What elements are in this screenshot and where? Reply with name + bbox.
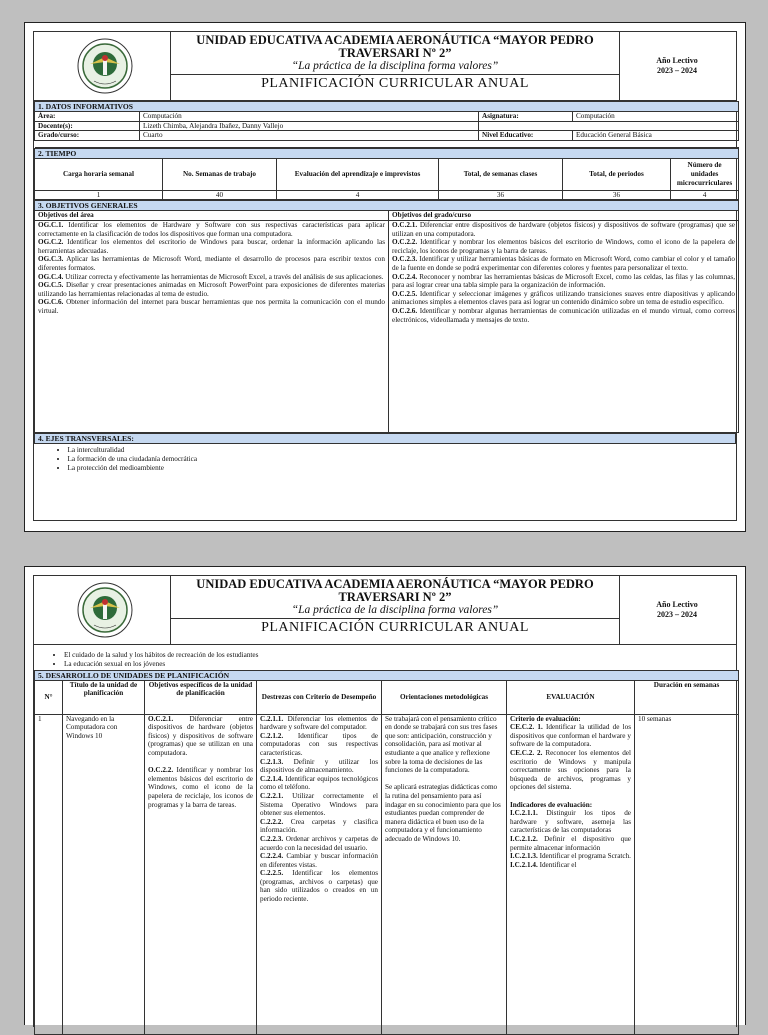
- school-logo: [40, 36, 170, 96]
- header-title-block: [170, 576, 620, 644]
- unidad-orientaciones: Se trabajará con el pensamiento crítico en donde se trabajará con sus tres fases que son: anticipación, construcción y consolidación, para así motivar al estudiante a que analice y reflexione sobre la toma de decisiones de las funciones de la computadora. Se aplicará estrategias didácticas como la rutina del pensamiento para así indagar en su conocimiento para que los estudiantes puedan comprender de manera didáctica el buen uso de la computadora y el funcionamiento adecuado de Windows 10.: [382, 714, 507, 1034]
- document-title: PLANIFICACIÓN CURRICULAR ANUAL: [171, 618, 619, 635]
- grado-value: Cuarto: [140, 131, 479, 141]
- tiempo-header: Carga horaria semanal: [35, 158, 163, 190]
- tiempo-header: Evaluación del aprendizaje e imprevistos: [277, 158, 439, 190]
- page-2-frame: [33, 575, 737, 1027]
- tiempo-value: 4: [671, 190, 739, 200]
- school-name: UNIDAD EDUCATIVA ACADEMIA AERONÁUTICA “MAYOR PEDRO TRAVERSARI Nº 2”: [196, 33, 594, 60]
- objetivo-grado-item: O.C.2.4. Reconocer y nombrar las herramientas básicas de Microsoft Excel, como las celdas, las filas y las columnas, para así lograr crear una tabla simple para la organización de información.: [392, 272, 735, 290]
- eje-item: • La protección del medioambiente: [68, 464, 733, 473]
- unidad-number: 1: [35, 714, 63, 1034]
- ejes-continued: [34, 645, 736, 670]
- ejes-table: [34, 433, 736, 472]
- objetivo-area-item: OG.C.6. Obtener información del internet para buscar herramientas que nos permita la comunicación con el mundo virtual.: [38, 298, 385, 315]
- academy-seal-icon: [70, 37, 140, 95]
- section-objetivos-title: 3. OBJETIVOS GENERALES: [35, 201, 739, 211]
- unidades-header: N°: [35, 680, 63, 714]
- header-title-block: [170, 32, 620, 100]
- objetivos-area-list: [35, 220, 389, 432]
- unidades-header: Objetivos específicos de la unidad de planificación: [145, 680, 257, 714]
- table-row: [35, 714, 739, 1034]
- eje-item: • La formación de una ciudadanía democrática: [68, 455, 733, 464]
- tiempo-header: No. Semanas de trabajo: [163, 158, 277, 190]
- school-motto: “La práctica de la disciplina forma valores”: [291, 604, 499, 616]
- page-1-frame: [33, 31, 737, 521]
- school-logo: [40, 580, 170, 640]
- unidades-header: Título de la unidad de planificación: [63, 680, 145, 714]
- objetivo-area-item: OG.C.1. Identificar los elementos de Hardware y Software con sus respectivas características para aplicar correctamente en la clasificación de todos los dispositivos que forman una computadora.: [38, 220, 385, 238]
- ejes-list: [38, 446, 733, 472]
- grado-label: Grado/curso:: [35, 131, 140, 141]
- objetivo-area-item: OG.C.2. Identificar los elementos del escritorio de Windows para buscar, ordenar la información aplicando las herramientas adecuadas.: [38, 238, 385, 255]
- year-value: 2023 – 2024: [657, 66, 697, 75]
- area-label: Área:: [35, 112, 140, 122]
- asignatura-label: Asignatura:: [479, 112, 573, 122]
- unidades-header: Orientaciones metodológicas: [382, 680, 507, 714]
- section-ejes-title: 4. EJES TRANSVERSALES:: [35, 433, 736, 443]
- tiempo-value: 36: [439, 190, 563, 200]
- objetivo-area-item: OG.C.3. Aplicar las herramientas de Microsoft Word, mediante el desarrollo de procesos para escribir textos con diferentes formatos.: [38, 255, 385, 272]
- asignatura-value: Computación: [573, 112, 739, 122]
- year-label: Año Lectivo: [656, 56, 698, 65]
- tiempo-table: [34, 148, 739, 201]
- tiempo-header: Número de unidades microcurriculares: [671, 158, 739, 190]
- section-unidades-title: 5. DESARROLLO DE UNIDADES DE PLANIFICACIÓN: [35, 670, 739, 680]
- school-year: [618, 32, 736, 100]
- page-1: [24, 22, 746, 532]
- unidades-table: [34, 670, 739, 1035]
- objetivo-area-item: OG.C.5. Diseñar y crear presentaciones animadas en Microsoft PowerPoint para exposiciones de diferentes materias utilizando las herramientas relacionadas al tema de estudio.: [38, 281, 385, 298]
- school-name: UNIDAD EDUCATIVA ACADEMIA AERONÁUTICA “MAYOR PEDRO TRAVERSARI Nº 2”: [196, 577, 594, 604]
- unidad-duracion: 10 semanas: [635, 714, 739, 1034]
- page-2: [24, 566, 746, 1025]
- eje-item: • La educación sexual en los jóvenes: [64, 660, 736, 669]
- unidades-header: Duración en semanas: [635, 680, 739, 714]
- objetivo-grado-item: O.C.2.2. Identificar y nombrar los elementos básicos del escritorio de Windows, como el icono de la papelera de reciclaje, los iconos de programas y la barra de tareas.: [392, 238, 735, 255]
- eje-item: • La interculturalidad: [68, 446, 733, 455]
- section-datos-title: 1. DATOS INFORMATIVOS: [35, 102, 739, 112]
- unidad-objetivos: O.C.2.1. Diferenciar entre dispositivos de hardware (objetos físicos) y dispositivos de software (programas) que se utilizan en una computadora. O.C.2.2. Identificar y nombrar los elementos básicos del escritorio de Windows, como el icono de la papelera de reciclaje, los iconos de programas y la barra de tareas.: [145, 714, 257, 1034]
- objetivos-area-header: Objetivos del área: [35, 211, 389, 221]
- area-value: Computación: [140, 112, 479, 122]
- unidades-header: EVALUACIÓN: [507, 680, 635, 714]
- unidad-evaluacion: Criterio de evaluación: CE.C.2. 1. Identificar la utilidad de los dispositivos que conforman el hardware y software de la computadora. CE.C.2. 2. Reconocer los elementos del escritorio de Windows y manipula correctamente sus opciones para la búsqueda de archivos, programas y opciones del sistema. Indicadores de evaluación: I.C.2.1.1. Distinguir los tipos de hardware y software, asemeja las características de las computadoras I.C.2.1.2. Definir el dispositivo que permite almacenar información I.C.2.1.3. Identificar el programa Scratch. I.C.2.1.4. Identificar el: [507, 714, 635, 1034]
- school-year: [618, 576, 736, 644]
- section-tiempo-title: 2. TIEMPO: [35, 148, 739, 158]
- year-value: 2023 – 2024: [657, 610, 697, 619]
- docentes-value: Lizeth Chimba, Alejandra Ibañez, Danny Vallejo: [140, 121, 479, 131]
- objetivos-grado-header: Objetivos del grado/curso: [389, 211, 739, 221]
- nivel-label: Nivel Educativo:: [479, 131, 573, 141]
- document-title: PLANIFICACIÓN CURRICULAR ANUAL: [171, 74, 619, 91]
- datos-informativos-table: [34, 101, 739, 148]
- objetivos-table: [34, 200, 739, 433]
- objetivo-grado-item: O.C.2.5. Identificar y seleccionar imágenes y gráficos utilizando transiciones suaves entre diapositivas y aplicando animaciones simples a elementos claves para así lograr un contenido dinámico sobre un tema de estudio específico.: [392, 289, 735, 307]
- tiempo-value: 36: [563, 190, 671, 200]
- page-header: [34, 576, 736, 645]
- objetivo-grado-item: O.C.2.1. Diferenciar entre dispositivos de hardware (objetos físicos) y dispositivos de software (programas) que se utilizan en una computadora.: [392, 220, 735, 238]
- school-motto: “La práctica de la disciplina forma valores”: [291, 60, 499, 72]
- academy-seal-icon: [70, 581, 140, 639]
- tiempo-value: 1: [35, 190, 163, 200]
- tiempo-header: Total, de semanas clases: [439, 158, 563, 190]
- year-label: Año Lectivo: [656, 600, 698, 609]
- eje-item: • El cuidado de la salud y los hábitos de recreación de los estudiantes: [64, 651, 736, 660]
- objetivo-grado-item: O.C.2.6. Identificar y nombrar algunas herramientas de comunicación utilizadas en el mundo virtual, como correos electrónicos, videollamada y mensajes de texto.: [392, 306, 735, 324]
- page-header: [34, 32, 736, 101]
- tiempo-value: 40: [163, 190, 277, 200]
- unidades-header: Destrezas con Criterio de Desempeño: [257, 680, 382, 714]
- docentes-label: Docente(s):: [35, 121, 140, 131]
- nivel-value: Educación General Básica: [573, 131, 739, 141]
- unidad-destrezas: C.2.1.1. Diferenciar los elementos de hardware y software del computador. C.2.1.2. Identificar tipos de computadoras con sus respectivas características. C.2.1.3. Definir y utilizar los dispositivos de almacenamiento. C.2.1.4. Identificar equipos tecnológicos como el teléfono. C.2.2.1. Utilizar correctamente el Sistema Operativo Windows para obtener sus elementos. C.2.2.2. Crea carpetas y clasifica información. C.2.2.3. Ordenar archivos y carpetas de acuerdo con la necesidad del usuario. C.2.2.4. Cambiar y buscar información en diferentes vistas. C.2.2.5. Identificar los elementos (programas, archivos o carpetas) que han sido utilizados o creados en un periodo reciente.: [257, 714, 382, 1034]
- objetivo-grado-item: O.C.2.3. Identificar y utilizar herramientas básicas de formato en Microsoft Word, como cambiar el color y el tamaño de la fuente en donde se podrá experimentar con diferentes colores y fuentes para personalizar el texto.: [392, 255, 735, 272]
- objetivos-grado-list: [389, 220, 739, 432]
- tiempo-value: 4: [277, 190, 439, 200]
- tiempo-header: Total, de periodos: [563, 158, 671, 190]
- ejes-list-continued: [34, 651, 736, 669]
- objetivo-area-item: OG.C.4. Utilizar correcta y efectivamente las herramientas de Microsoft Excel, a través del análisis de sus aplicaciones.: [38, 272, 384, 281]
- unidad-title: Navegando en la Computadora con Windows 10: [63, 714, 145, 1034]
